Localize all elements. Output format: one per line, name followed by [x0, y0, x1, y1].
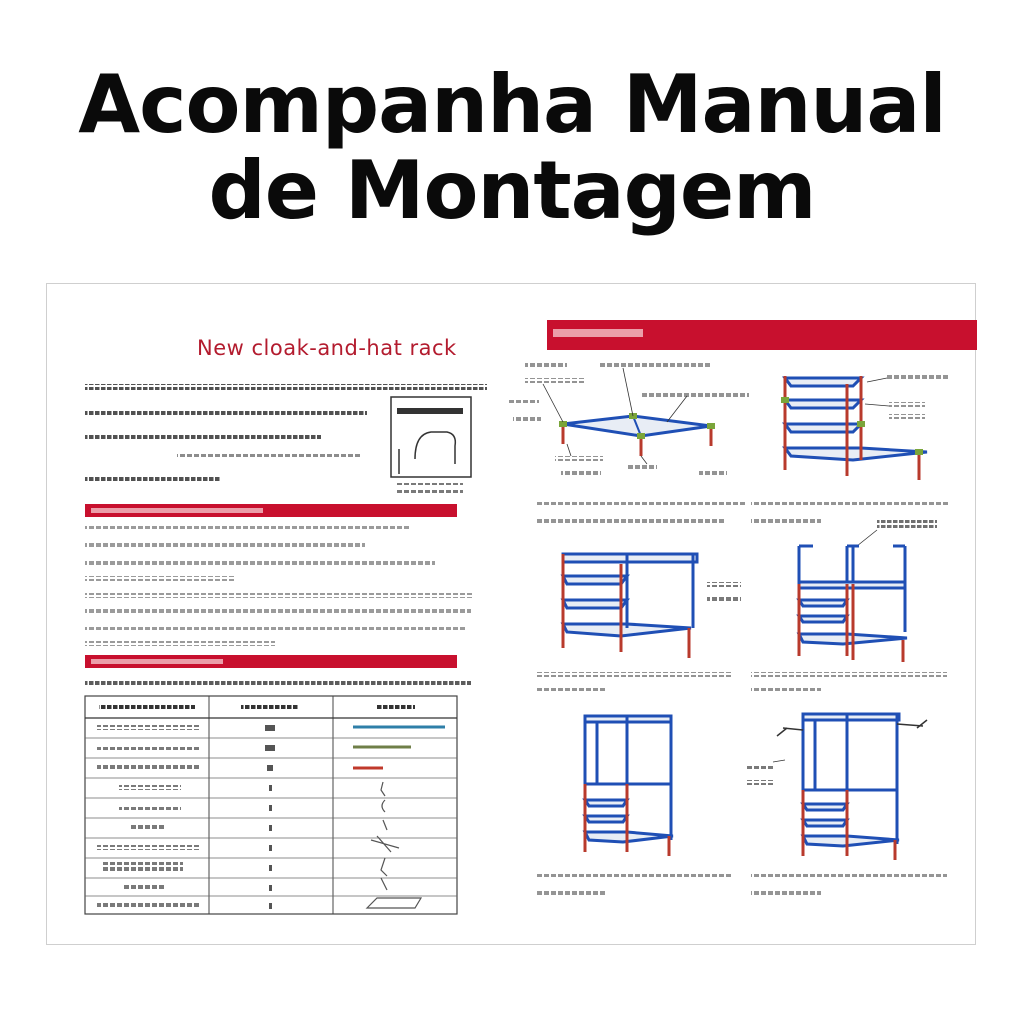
headline-line-1: Acompanha Manual [78, 58, 946, 151]
step-1-diagram [509, 362, 749, 475]
hook-diagram [391, 397, 471, 494]
step-2-diagram [781, 374, 949, 480]
notes-text [85, 526, 473, 646]
step-5-diagram [585, 716, 673, 856]
manual-drawing [47, 284, 977, 946]
left-page [85, 384, 487, 914]
step-6-diagram [745, 714, 927, 860]
headline [0, 58, 1024, 237]
parts-table [85, 696, 457, 914]
right-page [509, 320, 977, 895]
headline-line-2: de Montagem [208, 144, 816, 237]
manual-title: New cloak-and-hat rack [197, 336, 457, 360]
step-3-diagram [563, 554, 741, 658]
step-4-diagram [799, 520, 937, 662]
manual-sheet [46, 283, 976, 945]
